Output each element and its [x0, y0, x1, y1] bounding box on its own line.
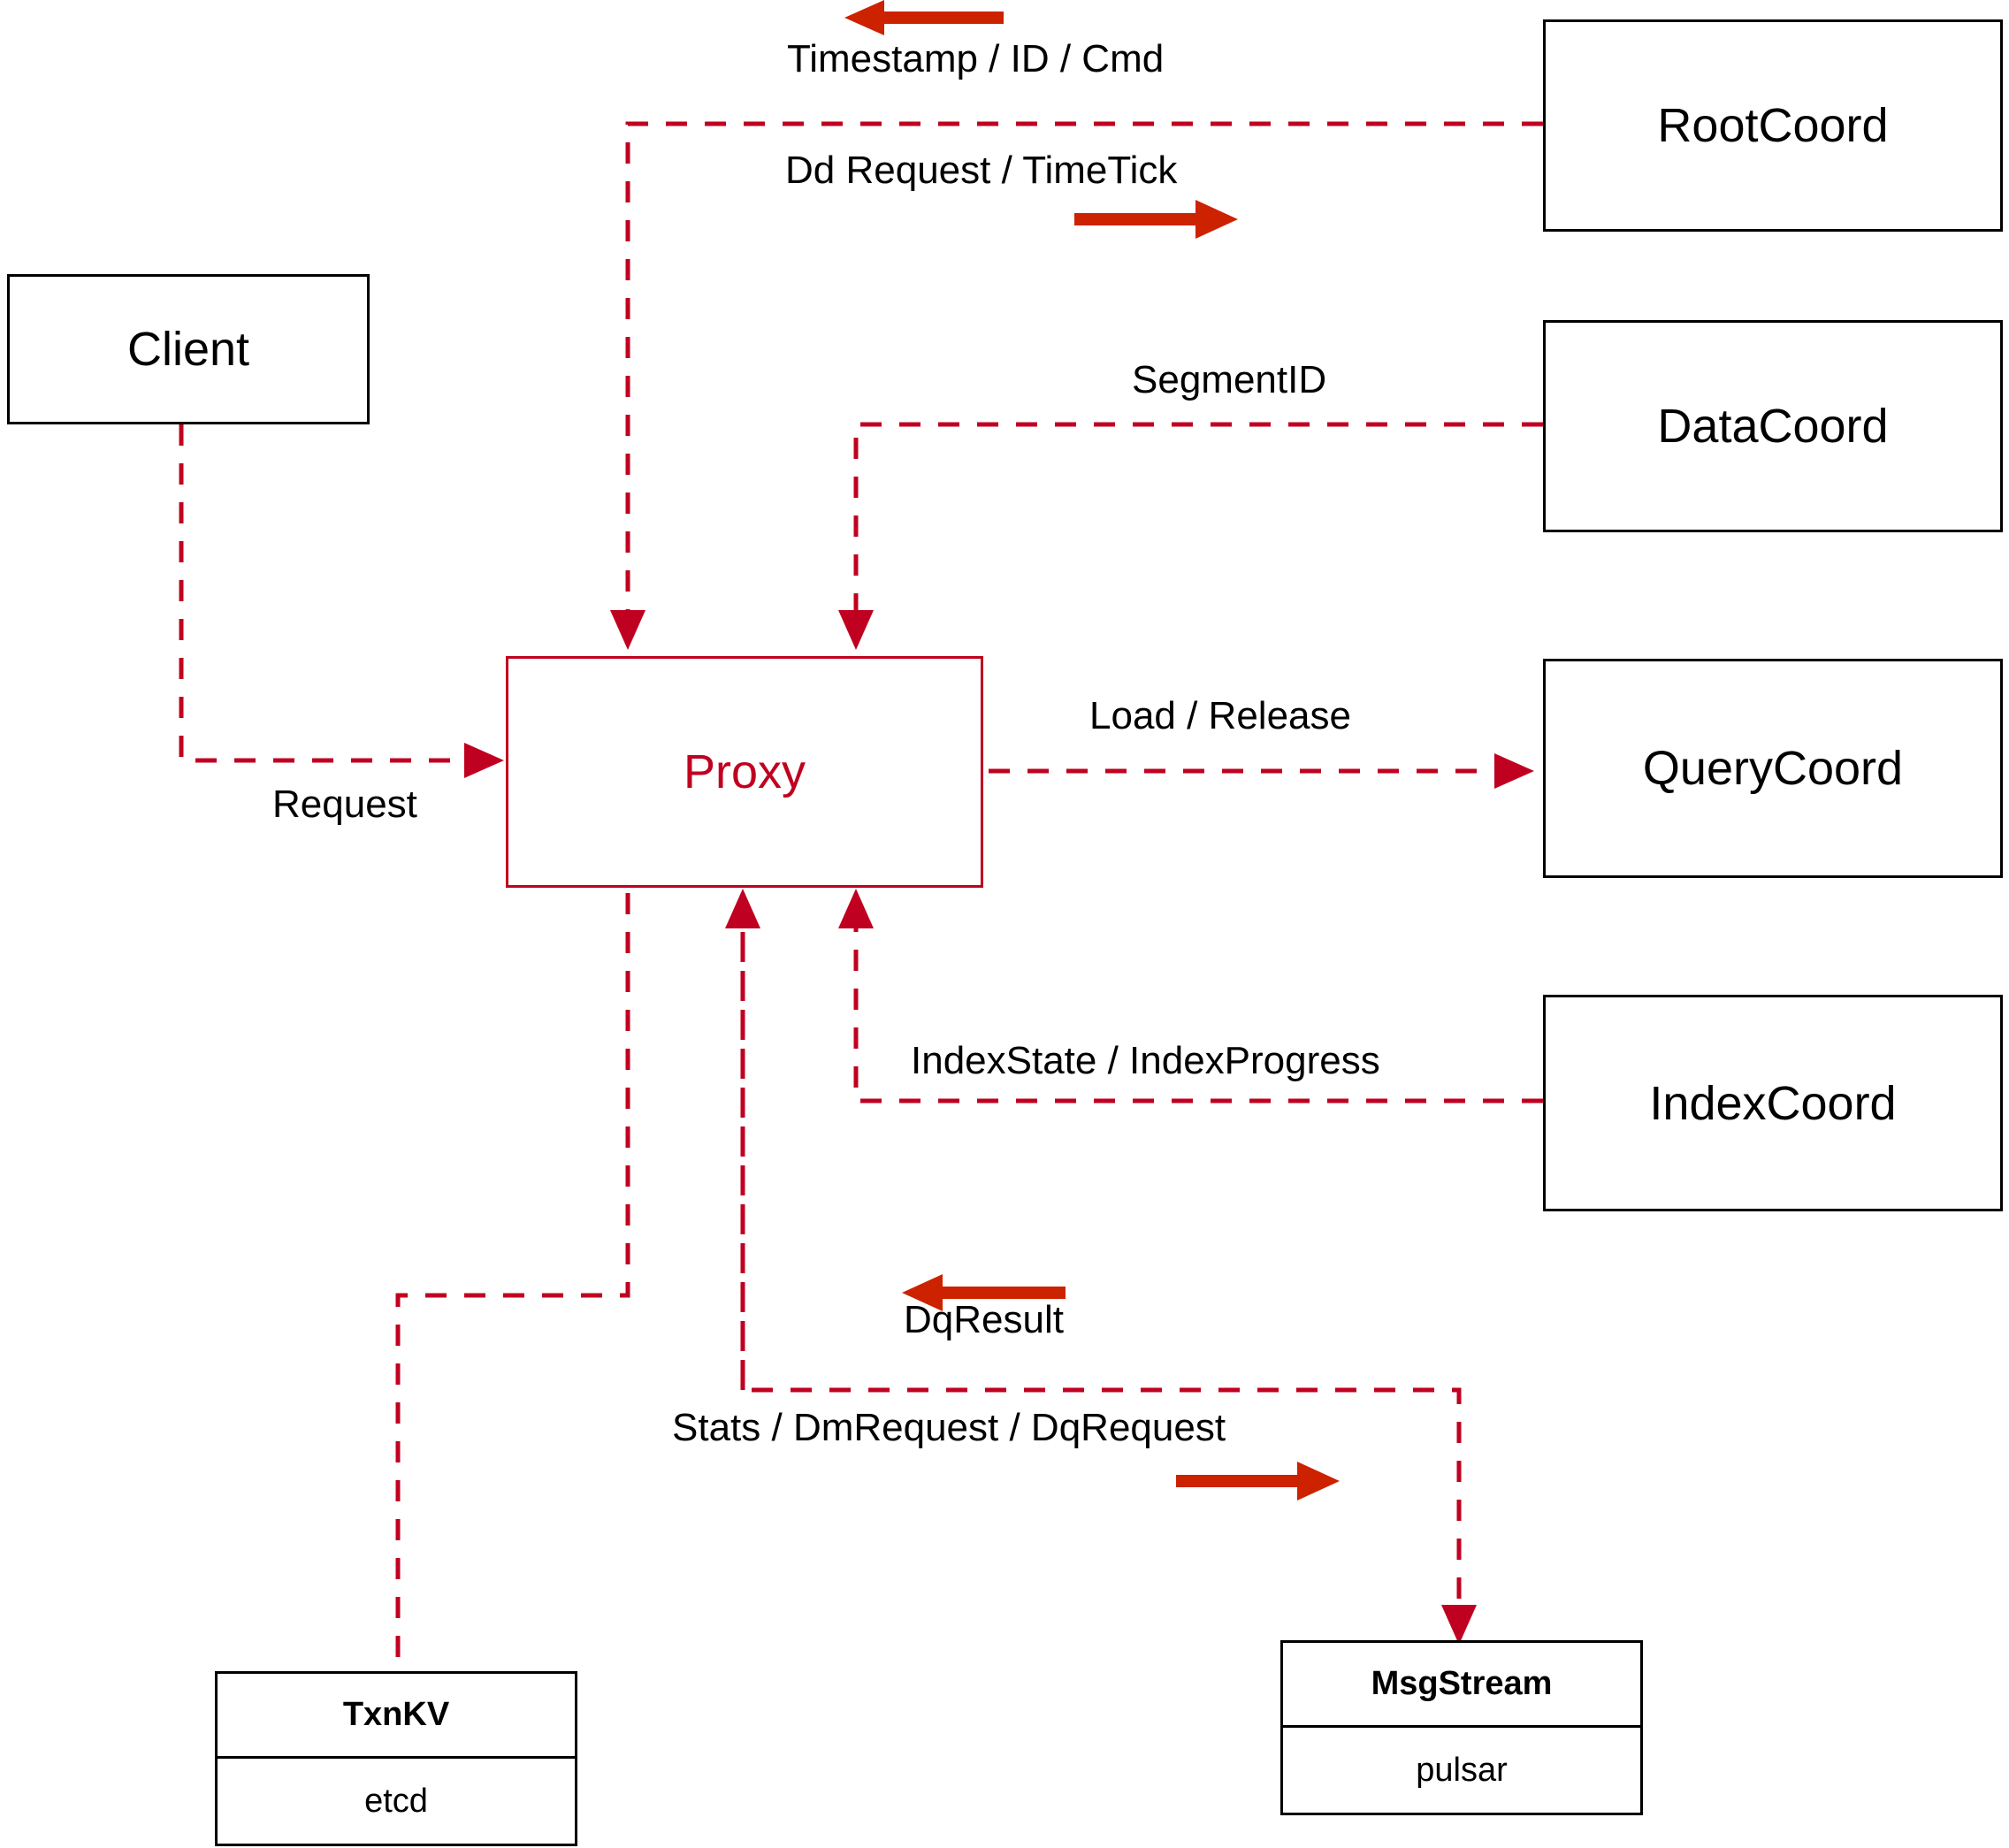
edge-label-dd-request-timetick: Dd Request / TimeTick — [785, 149, 1178, 192]
edge-label-segment-id: SegmentID — [1132, 358, 1327, 401]
node-rootcoord[interactable] — [1543, 19, 2003, 232]
node-client-label: Client — [126, 323, 250, 376]
edge-label-stats-dm-dq-request: Stats / DmRequest / DqRequest — [672, 1406, 1226, 1449]
store-msgstream-title: MsgStream — [1283, 1643, 1640, 1728]
node-datacoord[interactable] — [1543, 320, 2003, 532]
node-indexcoord-label: IndexCoord — [1649, 1076, 1897, 1130]
store-txnkv-impl: etcd — [364, 1782, 428, 1820]
edge-label-index-state-progress: IndexState / IndexProgress — [911, 1039, 1380, 1082]
store-txnkv-title: TxnKV — [218, 1674, 575, 1759]
node-rootcoord-label: RootCoord — [1657, 99, 1889, 152]
edge-label-timestamp-id-cmd: Timestamp / ID / Cmd — [787, 37, 1165, 80]
edge-label-load-release: Load / Release — [1089, 694, 1351, 737]
node-proxy-label: Proxy — [683, 745, 806, 798]
edge-label-dq-result: DqResult — [904, 1298, 1064, 1341]
edge-label-request: Request — [272, 783, 417, 826]
node-querycoord[interactable] — [1543, 659, 2003, 878]
node-indexcoord[interactable] — [1543, 995, 2003, 1211]
node-querycoord-label: QueryCoord — [1642, 742, 1904, 795]
store-msgstream[interactable] — [1280, 1640, 1643, 1815]
node-client[interactable] — [7, 274, 370, 424]
node-proxy[interactable] — [506, 656, 983, 888]
node-datacoord-label: DataCoord — [1657, 400, 1889, 453]
store-msgstream-impl: pulsar — [1416, 1751, 1508, 1789]
store-txnkv[interactable] — [215, 1671, 577, 1846]
